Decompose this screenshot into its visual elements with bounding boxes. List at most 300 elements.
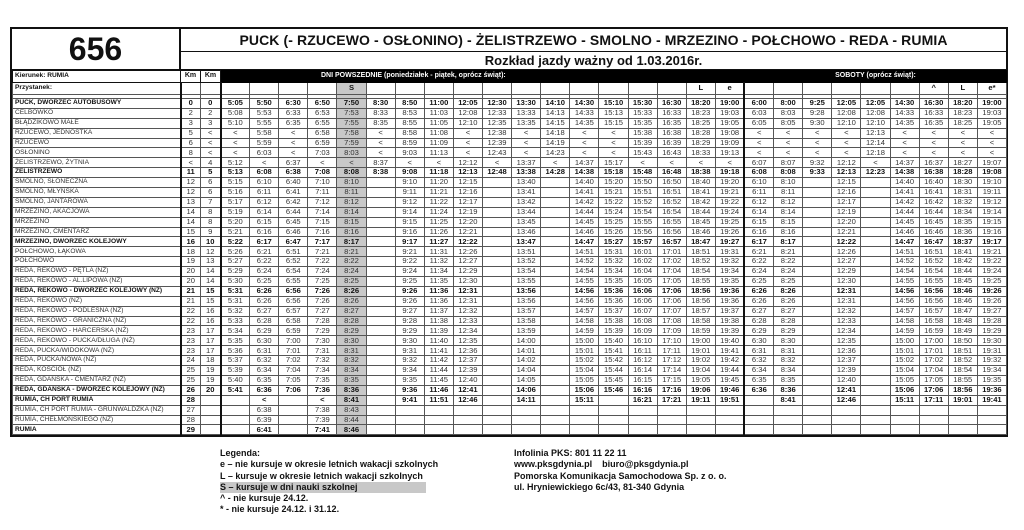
departure-time: [686, 415, 715, 425]
departure-time: 6:27: [744, 306, 773, 316]
departure-time: 14:58: [890, 316, 919, 326]
departure-time: [541, 178, 570, 188]
departure-time: 12:40: [453, 375, 482, 385]
departure-time: [541, 366, 570, 376]
departure-time: [861, 188, 890, 198]
km-value: 26: [181, 385, 201, 395]
departure-time: 18:33: [686, 148, 715, 158]
departure-time: 12:22: [832, 237, 861, 247]
departure-time: 16:59: [919, 326, 948, 336]
departure-time: 19:41: [977, 395, 1006, 405]
departure-time: 6:36: [250, 385, 279, 395]
departure-time: 5:31: [221, 286, 250, 296]
departure-time: 15:30: [628, 99, 657, 109]
departure-time: 12:08: [453, 108, 482, 118]
departure-time: [482, 247, 511, 257]
departure-time: 6:44: [279, 207, 308, 217]
departure-time: 18:44: [686, 207, 715, 217]
departure-time: 12:20: [832, 217, 861, 227]
departure-time: 14:15: [541, 118, 570, 128]
departure-time: 8:55: [395, 118, 424, 128]
departure-time: 14:42: [570, 197, 599, 207]
departure-time: [541, 385, 570, 395]
departure-time: 9:16: [395, 227, 424, 237]
departure-time: 18:59: [686, 326, 715, 336]
departure-time: [919, 405, 948, 415]
km-value: 2: [201, 108, 221, 118]
km-value: 2: [181, 108, 201, 118]
departure-time: 12:30: [832, 277, 861, 287]
departure-time: 19:01: [686, 346, 715, 356]
departure-time: <: [803, 128, 832, 138]
stop-name: REDA, REKOWO - PUCKA/DŁUGA (NŻ): [13, 336, 181, 346]
departure-time: 5:05: [221, 99, 250, 109]
departure-time: 18:51: [686, 247, 715, 257]
departure-time: [541, 197, 570, 207]
departure-time: 18:45: [948, 277, 977, 287]
course-note: [395, 83, 424, 95]
course-note: [453, 83, 482, 95]
direction-label: Kierunek: RUMIA: [13, 71, 181, 83]
departure-time: 8:03: [337, 148, 366, 158]
departure-time: 19:12: [977, 197, 1006, 207]
departure-time: <: [890, 128, 919, 138]
departure-time: 17:02: [657, 257, 686, 267]
km-value: 24: [181, 356, 201, 366]
departure-time: 16:38: [657, 128, 686, 138]
departure-time: [366, 336, 395, 346]
km-value: 16: [201, 306, 221, 316]
departure-time: 12:31: [453, 296, 482, 306]
departure-time: [890, 405, 919, 415]
departure-time: <: [803, 138, 832, 148]
departure-time: 17:07: [657, 306, 686, 316]
departure-time: 8:17: [337, 237, 366, 247]
departure-time: 6:24: [250, 267, 279, 277]
departure-time: 9:28: [803, 108, 832, 118]
departure-time: 12:08: [861, 108, 890, 118]
departure-time: 8:31: [774, 346, 803, 356]
stop-row: [13, 346, 1007, 356]
departure-time: 16:14: [628, 366, 657, 376]
departure-time: 15:02: [890, 356, 919, 366]
course-note: [774, 83, 803, 95]
departure-time: 15:43: [628, 148, 657, 158]
departure-time: <: [453, 148, 482, 158]
departure-time: 17:06: [657, 296, 686, 306]
departure-time: 18:55: [686, 277, 715, 287]
km-value: 5: [181, 128, 201, 138]
departure-time: 6:22: [250, 257, 279, 267]
km-value: 10: [201, 237, 221, 247]
departure-time: 9:24: [395, 267, 424, 277]
stop-name: REDA, REKOWO (NŻ): [13, 296, 181, 306]
stop-row: [13, 385, 1007, 395]
departure-time: 17:02: [919, 356, 948, 366]
departure-time: 8:24: [774, 267, 803, 277]
departure-time: [366, 178, 395, 188]
km-value: 29: [181, 425, 201, 435]
departure-time: 6:58: [308, 128, 337, 138]
departure-time: 9:34: [395, 366, 424, 376]
departure-time: [861, 247, 890, 257]
departure-time: 17:15: [657, 375, 686, 385]
departure-time: 13:57: [512, 306, 541, 316]
departure-time: 11:38: [424, 316, 453, 326]
departure-time: 19:32: [715, 257, 744, 267]
departure-time: 18:51: [948, 346, 977, 356]
departure-time: [279, 395, 308, 405]
departure-time: 7:08: [308, 168, 337, 178]
departure-time: 14:23: [541, 148, 570, 158]
departure-time: 8:28: [774, 316, 803, 326]
departure-time: 5:15: [221, 178, 250, 188]
departure-time: 12:33: [482, 108, 511, 118]
departure-time: 5:32: [221, 306, 250, 316]
departure-time: 12:35: [453, 336, 482, 346]
departure-time: 19:02: [686, 356, 715, 366]
departure-time: 16:30: [919, 99, 948, 109]
departure-time: 18:54: [686, 267, 715, 277]
stop-name: SMOLNO, JANTAROWA: [13, 197, 181, 207]
course-note: L: [686, 83, 715, 95]
departure-time: 16:57: [657, 237, 686, 247]
departure-time: 19:11: [686, 395, 715, 405]
departure-time: 7:26: [308, 286, 337, 296]
departure-time: [366, 237, 395, 247]
departure-time: [803, 336, 832, 346]
km-value: 23: [181, 346, 201, 356]
departure-time: 16:52: [919, 257, 948, 267]
departure-time: 19:13: [715, 148, 744, 158]
departure-time: <: [308, 395, 337, 405]
departure-time: 8:36: [337, 385, 366, 395]
departure-time: 6:35: [279, 118, 308, 128]
stop-row: [13, 168, 1007, 178]
departure-time: 19:51: [715, 395, 744, 405]
departure-time: 6:14: [744, 207, 773, 217]
course-note: e*: [977, 83, 1006, 95]
departure-time: 12:20: [453, 217, 482, 227]
company-name: Pomorska Komunikacja Samochodowa Sp. z o. o.: [514, 470, 727, 481]
km-value: 28: [181, 415, 201, 425]
departure-time: [744, 395, 773, 405]
departure-time: <: [512, 128, 541, 138]
departure-time: <: [977, 138, 1006, 148]
departure-time: [482, 336, 511, 346]
departure-time: 19:42: [715, 356, 744, 366]
departure-time: 12:21: [453, 227, 482, 237]
km-header: Km: [201, 71, 221, 83]
km-cell: [201, 83, 221, 95]
departure-time: <: [832, 128, 861, 138]
departure-time: 7:31: [308, 346, 337, 356]
km-value: 8: [181, 148, 201, 158]
departure-time: 6:27: [250, 306, 279, 316]
departure-time: 19:28: [977, 316, 1006, 326]
departure-time: [366, 188, 395, 198]
departure-time: 6:15: [250, 217, 279, 227]
departure-time: <: [977, 148, 1006, 158]
departure-time: [803, 247, 832, 257]
departure-time: 18:49: [948, 326, 977, 336]
departure-time: [686, 405, 715, 415]
departure-time: [919, 425, 948, 435]
departure-time: 6:10: [744, 178, 773, 188]
departure-time: [570, 415, 599, 425]
departure-time: 9:12: [395, 197, 424, 207]
departure-time: [715, 405, 744, 415]
departure-time: <: [657, 158, 686, 168]
departure-time: 7:26: [308, 296, 337, 306]
departure-time: 19:46: [715, 385, 744, 395]
departure-time: [541, 316, 570, 326]
departure-time: 18:27: [948, 158, 977, 168]
course-note: [482, 83, 511, 95]
km-value: 23: [181, 336, 201, 346]
departure-time: 9:25: [395, 277, 424, 287]
departure-time: [482, 346, 511, 356]
departure-time: 17:14: [657, 366, 686, 376]
departure-time: 8:28: [337, 316, 366, 326]
course-note: L: [948, 83, 977, 95]
website-email: www.pksgdynia.pl biuro@pksgdynia.pl: [514, 459, 689, 470]
departure-time: 14:37: [570, 158, 599, 168]
departure-time: 15:21: [599, 188, 628, 198]
departure-time: 6:26: [744, 296, 773, 306]
course-note: [221, 83, 250, 95]
departure-time: 16:08: [628, 316, 657, 326]
departure-time: 16:21: [628, 395, 657, 405]
departure-time: 18:30: [948, 178, 977, 188]
departure-time: <: [832, 138, 861, 148]
departure-time: [803, 286, 832, 296]
departure-time: <: [453, 128, 482, 138]
weekday-section-header: DNI POWSZEDNIE (poniedziałek - piątek, oprócz świąt):: [221, 71, 745, 83]
departure-time: 6:22: [744, 257, 773, 267]
departure-time: [861, 336, 890, 346]
departure-time: 18:46: [686, 227, 715, 237]
departure-time: 12:17: [453, 197, 482, 207]
departure-time: 8:22: [337, 257, 366, 267]
departure-time: [541, 375, 570, 385]
departure-time: [541, 326, 570, 336]
departure-time: [221, 395, 250, 405]
km-value: 13: [201, 257, 221, 267]
departure-time: 19:03: [715, 108, 744, 118]
departure-time: 9:11: [395, 188, 424, 198]
departure-time: 15:54: [628, 207, 657, 217]
departure-time: 11:03: [424, 108, 453, 118]
departure-time: 16:06: [628, 296, 657, 306]
departure-time: 6:21: [250, 247, 279, 257]
departure-time: 9:29: [395, 326, 424, 336]
departure-time: 11:27: [424, 237, 453, 247]
stop-name: RUMIA, CH PORT RUMIA: [13, 395, 181, 405]
km-cell: [181, 83, 201, 95]
departure-time: 15:27: [599, 237, 628, 247]
stop-name: REDA, REKOWO - GRANICZNA (NŻ): [13, 316, 181, 326]
departure-time: 11:22: [424, 197, 453, 207]
departure-time: 19:24: [977, 267, 1006, 277]
departure-time: [948, 425, 977, 435]
departure-time: 14:47: [570, 237, 599, 247]
departure-time: [541, 217, 570, 227]
departure-time: 11:34: [424, 267, 453, 277]
departure-time: 14:44: [570, 207, 599, 217]
departure-time: 9:32: [803, 158, 832, 168]
course-note: [541, 83, 570, 95]
stop-name: REDA, REKOWO - DWORZEC KOLEJOWY (NŻ): [13, 286, 181, 296]
departure-time: 16:58: [919, 316, 948, 326]
departure-time: [657, 425, 686, 435]
km-value: 28: [181, 395, 201, 405]
departure-time: [482, 296, 511, 306]
departure-time: 6:59: [308, 138, 337, 148]
departure-time: 17:05: [919, 375, 948, 385]
course-note: [424, 83, 453, 95]
departure-time: 15:17: [599, 158, 628, 168]
departure-time: 8:16: [774, 227, 803, 237]
km-value: 22: [181, 316, 201, 326]
departure-time: 7:00: [279, 336, 308, 346]
departure-time: 5:10: [221, 118, 250, 128]
valid-from: Rozkład jazdy ważny od 1.03.2016r.: [484, 53, 703, 68]
course-note: S: [337, 83, 366, 95]
departure-time: 15:40: [599, 336, 628, 346]
km-value: 7: [201, 197, 221, 207]
departure-time: 19:27: [715, 237, 744, 247]
departure-time: 18:42: [686, 197, 715, 207]
departure-time: 6:45: [279, 217, 308, 227]
stop-row: [13, 257, 1007, 267]
departure-time: [482, 237, 511, 247]
departure-time: 15:45: [599, 375, 628, 385]
departure-time: <: [453, 138, 482, 148]
departure-time: 19:18: [715, 168, 744, 178]
departure-time: 18:38: [686, 168, 715, 178]
departure-time: 8:26: [337, 296, 366, 306]
departure-time: 12:16: [832, 188, 861, 198]
departure-time: 6:30: [279, 99, 308, 109]
departure-time: 11:40: [424, 336, 453, 346]
departure-time: [482, 425, 511, 435]
departure-time: 19:41: [715, 346, 744, 356]
contact-info: [514, 448, 727, 493]
departure-time: 6:56: [279, 296, 308, 306]
km-value: 11: [181, 168, 201, 178]
departure-time: 5:30: [221, 277, 250, 287]
legend-item-caret: ^ - nie kursuje 24.12.: [220, 493, 309, 504]
departure-time: 6:39: [250, 415, 279, 425]
departure-time: 6:14: [250, 207, 279, 217]
departure-time: 8:15: [774, 217, 803, 227]
departure-time: 8:12: [337, 197, 366, 207]
km-value: 9: [201, 227, 221, 237]
departure-time: 7:06: [279, 385, 308, 395]
departure-time: 13:44: [512, 207, 541, 217]
departure-time: [279, 425, 308, 435]
departure-time: 15:32: [599, 257, 628, 267]
departure-time: 6:08: [250, 168, 279, 178]
departure-time: <: [541, 158, 570, 168]
departure-time: 7:04: [279, 366, 308, 376]
departure-time: 16:06: [628, 286, 657, 296]
departure-time: [861, 277, 890, 287]
departure-time: 16:50: [657, 178, 686, 188]
departure-time: [599, 425, 628, 435]
departure-time: 19:35: [715, 277, 744, 287]
departure-time: <: [570, 128, 599, 138]
departure-time: 6:08: [744, 168, 773, 178]
stop-name: PUCK, DWORZEC AUTOBUSOWY: [13, 99, 181, 109]
departure-time: <: [948, 138, 977, 148]
departure-time: 16:30: [657, 99, 686, 109]
departure-time: <: [744, 128, 773, 138]
departure-time: 6:46: [279, 227, 308, 237]
departure-time: [482, 375, 511, 385]
departure-time: 13:56: [512, 286, 541, 296]
km-value: 15: [201, 286, 221, 296]
departure-time: [861, 425, 890, 435]
departure-time: <: [919, 148, 948, 158]
departure-time: [541, 207, 570, 217]
departure-time: 19:38: [715, 316, 744, 326]
departure-time: [512, 415, 541, 425]
departure-time: [482, 257, 511, 267]
stop-name: SMOLNO, SŁONECZNA: [13, 178, 181, 188]
departure-time: [861, 375, 890, 385]
departure-time: [919, 415, 948, 425]
departure-time: [366, 395, 395, 405]
departure-time: 14:11: [512, 395, 541, 405]
departure-time: 8:25: [337, 277, 366, 287]
departure-time: [366, 405, 395, 415]
departure-time: 8:34: [774, 366, 803, 376]
departure-time: 9:30: [803, 118, 832, 128]
departure-time: 19:27: [977, 306, 1006, 316]
departure-time: 17:00: [919, 336, 948, 346]
departure-time: 12:39: [453, 366, 482, 376]
route-title: PUCK (- RZUCEWO - OSŁONINO) - ŻELISTRZEWO - SMOLNO - MRZEZINO - POŁCHOWO - REDA - RUMIA: [181, 29, 1006, 52]
departure-time: [774, 405, 803, 415]
departure-time: 7:41: [308, 425, 337, 435]
departure-time: [366, 217, 395, 227]
departure-time: 18:23: [686, 108, 715, 118]
km-value: 0: [201, 99, 221, 109]
departure-time: 12:39: [832, 366, 861, 376]
departure-time: [482, 405, 511, 415]
departure-time: [482, 395, 511, 405]
departure-time: 14:57: [890, 306, 919, 316]
departure-time: 7:53: [337, 108, 366, 118]
departure-time: [803, 425, 832, 435]
departure-time: [774, 425, 803, 435]
departure-time: [803, 306, 832, 316]
departure-time: [861, 197, 890, 207]
departure-time: [570, 425, 599, 435]
departure-time: 6:50: [308, 99, 337, 109]
departure-time: 6:55: [308, 118, 337, 128]
departure-time: 5:12: [221, 158, 250, 168]
departure-time: 6:21: [744, 247, 773, 257]
departure-time: 12:41: [453, 385, 482, 395]
departure-time: 11:39: [424, 326, 453, 336]
course-note: [657, 83, 686, 95]
departure-time: 19:22: [977, 257, 1006, 267]
departure-time: 18:31: [948, 188, 977, 198]
departure-time: 7:21: [308, 247, 337, 257]
